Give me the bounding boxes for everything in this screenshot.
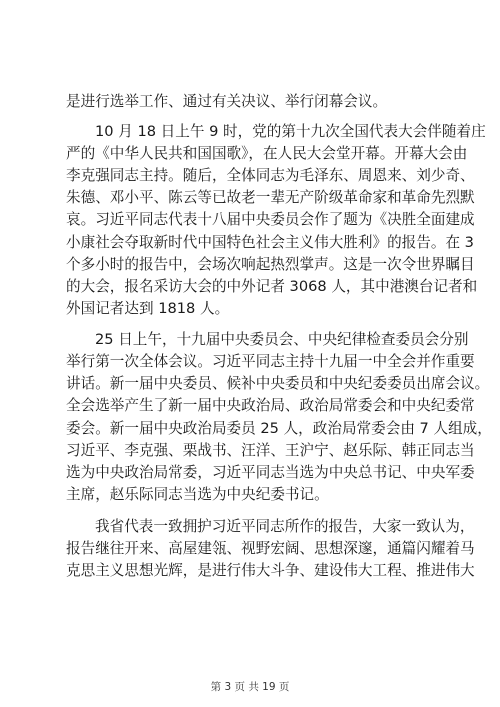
paragraph-line: 主席，赵乐际同志当选为中央纪委书记。 (66, 486, 329, 503)
paragraph-line: 小康社会夺取新时代中国特色社会主义伟大胜利》的报告。在 3 (66, 234, 474, 251)
paragraph-line: 10 月 18 日上午 9 时，党的第十九次全国代表大会伴随着庄 (95, 123, 486, 140)
paragraph-line: 25 日上午，十九届中央委员会、中央纪律检查委员会分别 (95, 331, 469, 348)
paragraph-line: 习近平、李克强、栗战书、汪洋、王沪宁、赵乐际、韩正同志当 (66, 442, 475, 459)
paragraph-line: 是进行选举工作、通过有关决议、举行闭幕会议。 (66, 93, 388, 110)
paragraph-line: 我省代表一致拥护习近平同志所作的报告，大家一致认为， (95, 518, 475, 535)
paragraph-line: 哀。习近平同志代表十八届中央委员会作了题为《决胜全面建成 (66, 211, 475, 228)
page-number-footer: 第 3 页 共 19 页 (210, 681, 290, 693)
paragraph-line: 朱德、邓小平、陈云等已故老一辈无产阶级革命家和革命先烈默 (66, 189, 475, 206)
paragraph-line: 讲话。新一届中央委员、候补中央委员和中央纪委委员出席会议。 (66, 375, 490, 392)
paragraph-line: 外国记者达到 1818 人。 (66, 300, 230, 317)
paragraph-line: 李克强同志主持。随后，全体同志为毛泽东、周恩来、刘少奇、 (66, 167, 475, 184)
paragraph-line: 选为中央政治局常委，习近平同志当选为中央总书记、中央军委 (66, 464, 475, 481)
paragraph-line: 全会选举产生了新一届中央政治局、政治局常委会和中央纪委常 (66, 397, 475, 414)
paragraph-line: 的大会，报名采访大会的中外记者 3068 人，其中港澳台记者和 (66, 278, 478, 295)
paragraph-line: 委会。新一届中央政治局委员 25 人，政治局常委会由 7 人组成， (66, 420, 492, 437)
paragraph-line: 报告继往开来、高屋建瓴、视野宏阔、思想深邃，通篇闪耀着马 (66, 540, 475, 557)
paragraph-line: 严的《中华人民共和国国歌》，在人民大会堂开幕。开幕大会由 (66, 145, 468, 162)
paragraph-line: 个多小时的报告中，会场次响起热烈掌声。这是一次令世界瞩目 (66, 256, 475, 273)
paragraph-line: 举行第一次全体会议。习近平同志主持十九届一中全会并作重要 (66, 353, 475, 370)
paragraph-line: 克思主义思想光辉，是进行伟大斗争、建设伟大工程、推进伟大 (66, 562, 475, 579)
